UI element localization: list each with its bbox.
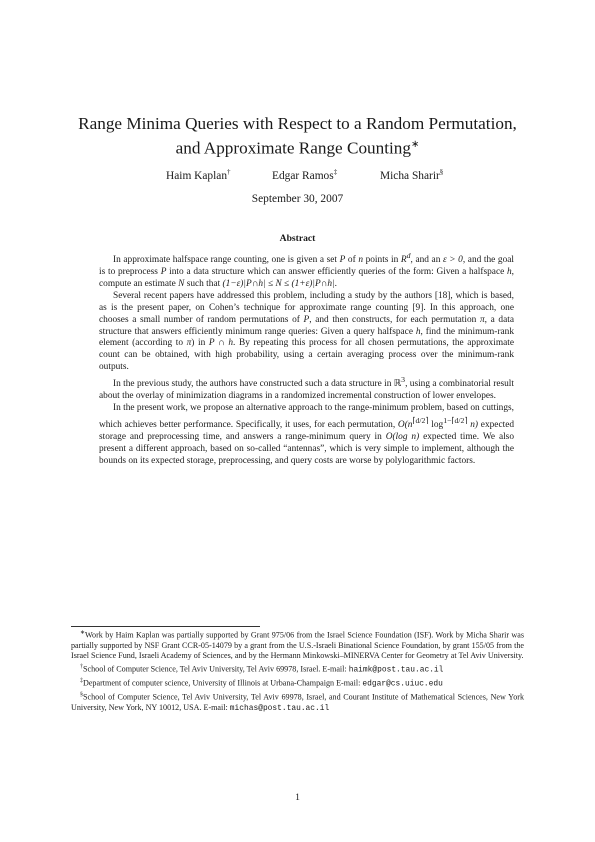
footnote-sharir-affiliation: §School of Computer Science, Tel Aviv University, Tel Aviv 69978, Israel, and Courant Institute of Mathematical Sciences, New York University, New York, NY 10012, USA. E-mail: michas@post.tau.ac.il [71, 691, 524, 713]
footnote-ramos-affiliation: ‡Department of computer science, University of Illinois at Urbana-Champaign E-mail: edgar@cs.uiuc.edu [80, 677, 443, 689]
footnote-funding: ∗Work by Haim Kaplan was partially supported by Grant 975/06 from the Israel Science Foundation (ISF). Work by Micha Sharir was partially supported by NSF Grant CCR-05-14079 by a grant from the U.S.-Israeli Binational Science Foundation, by grant 155/05 from the Israel Science Fund, Israeli Academy of Sciences, and by the Hermann Minkowski–MINERVA Center for Geometry at Tel Aviv University. [71, 630, 524, 661]
author-sharir: Micha Sharir§ [380, 168, 444, 182]
abstract-body [99, 250, 514, 468]
abstract-paragraph-4: In the present work, we propose an alternative approach to the range-minimum problem, based on cuttings, which achieves better performance. Specifically, it uses, for each permutation, $O(n^{⌈d/2⌉}$ $\log^{1-⌈d/2⌉} n$) expected storage and preprocessing time, and answers a range-minimum query in O(log n) expected time. We also present a different approach, based on so-called “antennas”, which is very simple to implement, although the bounds on its expected storage, preprocessing, and query costs are worse by polylogarithmic factors. [99, 403, 515, 466]
abstract-paragraph-2: Several recent papers have addressed this problem, including a study by the authors [18], which is based, as is the present paper, on Cohen’s technique for approximate range counting [9]. In this approach, one chooses a small number of random permutations of P, and then constructs, for each permutation π, a data structure that answers efficiently minimum range queries: Given a query halfspace h, find the minimum-rank element (according to π) in P ∩ h. By repeating this process for all chosen permutations, the approximate count can be obtained, with high probability, using a certain averaging process over the minimum-rank outputs. [99, 290, 514, 373]
page-number: 1 [295, 792, 300, 803]
paper-title [60, 113, 535, 159]
paper-date: September 30, 2007 [251, 193, 344, 205]
footnote-separator [71, 626, 260, 627]
title-line-2: and Approximate Range Counting [175, 138, 411, 158]
author-kaplan: Haim Kaplan† [166, 168, 231, 182]
email-link[interactable]: haimk@post.tau.ac.il [348, 665, 444, 675]
author-ramos: Edgar Ramos‡ [272, 168, 338, 182]
author-list [0, 168, 595, 184]
footnote-kaplan-affiliation: †School of Computer Science, Tel Aviv University, Tel Aviv 69978, Israel. E-mail: haimk@post.tau.ac.il [80, 663, 444, 675]
abstract-paragraph-3: In the previous study, the authors have constructed such a data structure in ℝ$^3$, using a combinatorial result about the overlay of minimization diagrams in a randomized incremental construction of lower envelopes. [99, 375, 514, 402]
email-link[interactable]: michas@post.tau.ac.il [229, 703, 330, 713]
email-link[interactable]: edgar@cs.uiuc.edu [362, 679, 443, 689]
title-line-1: Range Minima Queries with Respect to a Random Permutation, [78, 114, 517, 133]
footnotes [71, 628, 524, 714]
title-footnote-mark: ∗ [410, 139, 420, 150]
abstract-heading: Abstract [279, 233, 316, 244]
abstract-paragraph-1: In approximate halfspace range counting, one is given a set P of n points in $R^d$, and an ε > 0, and the goal is to preprocess P into a data structure which can answer efficiently queries of the form: Given a halfspace h, compute an estimate N such that (1−ε)|P∩h| ≤ N ≤ (1+ε)|P∩h|. [99, 251, 514, 289]
